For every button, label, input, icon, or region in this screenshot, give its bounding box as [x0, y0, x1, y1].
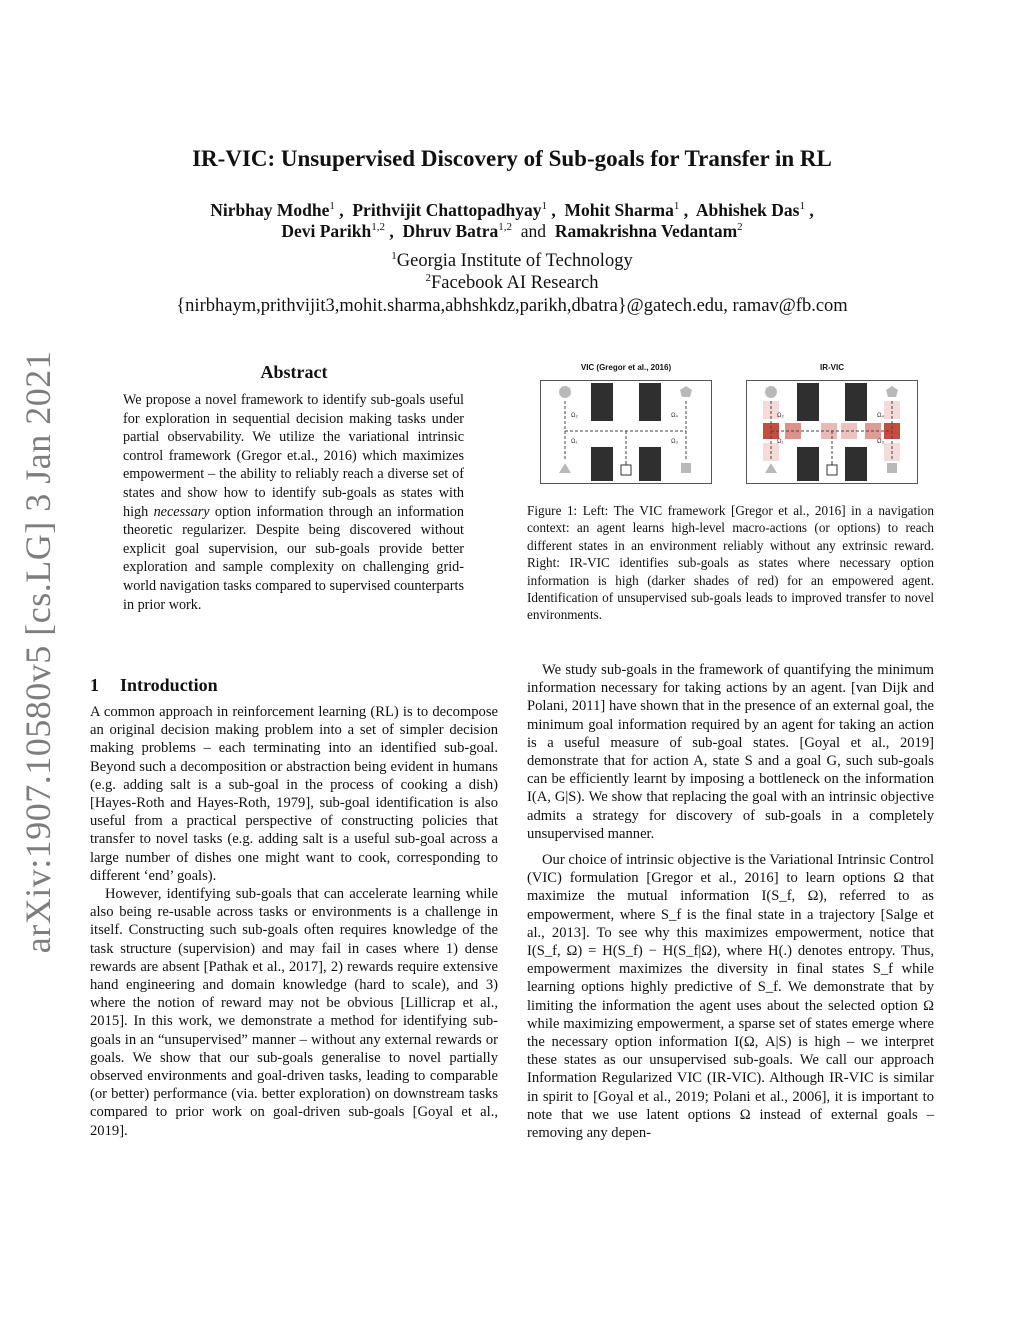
figure-1-caption: Figure 1: Left: The VIC framework [Gregor et al., 2016] in a navigation context: an agent learns high-level macro-actions (or options) to reach different states in an environment reliably without any extrinsic reward. Right: IR-VIC identifies sub-goals as states where necessary option information is high (darker shades of red) for an empowered agent. Identification of unsupervised sub-goals leads to improved transfer to novel environments. [527, 503, 934, 623]
gridworld-vic [540, 380, 712, 484]
author: Ramakrishna Vedantam$^2$ [554, 221, 743, 241]
gridworld-vic-drawing [541, 381, 710, 482]
figure-panel-vic [536, 362, 716, 490]
circle-goal-icon [559, 386, 571, 398]
wall-block [639, 447, 661, 481]
intro-paragraph-2: However, identifying sub-goals that can accelerate learning while also being re-usable across tasks or environments is a challenge in itself. Constructing such sub-goals often requires knowledge of the task structure (supervision) and may fail in cases where 1) dense rewards are absent [Pathak et al., 2017], 2) rewards require extensive hand engineering and domain knowledge (hard to scale), and 3) where the notion of reward may not be obvious [Lillicrap et al., 2015]. In this work, we demonstrate a method for identifying sub-goals in an “unsupervised” manner – without any external rewards or goals. We show that our sub-goals generalise to novel partially observed environments and goal-driven tasks, leading to comparable (or better) performance (via. better exploration) on downstream tasks compared to prior work on goal-driven sub-goals [Goyal et al., 2019]. [90, 886, 498, 1139]
omega-label: Ω₄ [877, 413, 884, 419]
omega-label: Ω₃ [877, 439, 884, 445]
figure-label-irvic: IR-VIC [820, 363, 844, 372]
figure-panel-irvic [742, 362, 922, 490]
section-heading-introduction: 1 Introduction [90, 675, 218, 695]
omega-label: Ω₂ [777, 413, 784, 419]
abstract-text: We propose a novel framework to identify sub-goals useful for exploration in sequential decision making tasks under partial observability. We utilize the variational intrinsic control framework (Gregor et.al., 2016) which maximizes empowerment – the ability to reliably reach a diverse set of states and show how to identify sub-goals as states with high necessary option information through an information theoretic regularizer. Despite being discovered without explicit goal supervision, our sub-goals provide better exploration and sample complexity on challenging grid-world navigation tasks compared to supervised counterparts in prior work. [123, 392, 464, 613]
intro-paragraph-3: We study sub-goals in the framework of quantifying the minimum information necessary for taking actions by an agent. [van Dijk and Polani, 2011] have shown that in the presence of an external goal, the minimum goal information required by an agent for taking an action is a useful measure of sub-goal states. [Goyal et al., 2019] demonstrate that for action A, state S and a goal G, such sub-goals can be efficiently learnt by imposing a bottleneck on the information I(A, G|S). We show that replacing the goal with an intrinsic objective admits a strategy for discovery of sub-goals in a completely unsupervised manner. [527, 662, 934, 842]
author: Nirbhay Modhe$^1$ [210, 200, 335, 220]
pentagon-goal-icon [886, 386, 898, 397]
author: Prithvijit Chattopadhyay$^1$ [352, 200, 547, 220]
wall-block [591, 447, 613, 481]
intro-paragraph-1: A common approach in reinforcement learning (RL) is to decompose an original decision making problem into a set of simpler decision making problems – each terminating into an identified sub-goal. Beyond such a decomposition or abstraction being evident in humans (e.g. adding salt is a sub-goal in the process of cooking a dish) [Hayes-Roth and Hayes-Roth, 1979], sub-goal identification is also useful from a practical perspective of constructing policies that transfer to novel tasks (e.g. adding salt is a useful sub-goal across a large number of dishes one might want to cook, corresponding to different ‘end’ goals). [90, 704, 498, 884]
author: Devi Parikh$^{1,2}$ [281, 221, 386, 241]
wall-block [845, 383, 867, 421]
right-column-text [527, 661, 934, 1142]
arxiv-side-identifier: arXiv:1907.10580v5 [cs.LG] 3 Jan 2021 [18, 350, 59, 954]
affiliation-1: $^1$Georgia Institute of Technology [391, 250, 633, 272]
author: Abhishek Das$^1$ [695, 200, 805, 220]
intro-paragraph-4: Our choice of intrinsic objective is the Variational Intrinsic Control (VIC) formulation [Gregor et al., 2016] to learn options Ω that maximize the mutual information I(S_f, Ω), referred to as empowerment, where S_f is the final state in a trajectory [Salge et al., 2013]. To see why this maximizes empowerment, notice that I(S_f, Ω) = H(S_f) − H(S_f|Ω), where H(.) denotes entropy. Thus, empowerment maximizes the diversity in final states S_f while learning options highly predictive of S_f. We demonstrate that by limiting the information the agent uses about the selected option Ω while maximizing empowerment, a sparse set of states emerge where the necessary option information I(Ω, A|S) is high – we interpret these states as our unsupervised sub-goals. We call our approach Information Regularized VIC (IR-VIC). Although IR-VIC is similar in spirit to [Goyal et al., 2019; Polani et al., 2006], it is important to note that we use latent options Ω instead of external goals – removing any depen- [527, 852, 934, 1142]
wall-block [639, 383, 661, 421]
figure-1 [536, 362, 926, 490]
author-line-2: Devi Parikh$^{1,2}$ , Dhruv Batra$^{1,2}$ and Ramakrishna Vedantam$^2$ [281, 221, 743, 241]
author: Dhruv Batra$^{1,2}$ [402, 221, 513, 241]
circle-goal-icon [765, 386, 777, 398]
omega-label: Ω₁ [571, 439, 578, 445]
gridworld-irvic [746, 380, 918, 484]
gridworld-irvic-drawing [747, 381, 916, 482]
triangle-goal-icon [559, 463, 571, 473]
triangle-goal-icon [765, 463, 777, 473]
abstract-heading: Abstract [260, 362, 328, 382]
figure-label-vic: VIC (Gregor et al., 2016) [580, 363, 672, 372]
author-emails: {nirbhaym,prithvijit3,mohit.sharma,abhshkdz,parikh,dbatra}@gatech.edu, ramav@fb.com [176, 296, 848, 316]
omega-label: Ω₃ [671, 439, 678, 445]
square-goal-icon [887, 463, 897, 473]
pentagon-goal-icon [680, 386, 692, 397]
author-line-1: Nirbhay Modhe$^1$ , Prithvijit Chattopadhyay$^1$ , Mohit Sharma$^1$ , Abhishek Das$^1$ , [210, 200, 814, 220]
wall-block [591, 383, 613, 421]
and-word: and [520, 221, 547, 241]
agent-robot-icon [621, 465, 631, 475]
wall-block [845, 447, 867, 481]
agent-robot-icon [827, 465, 837, 475]
omega-label: Ω₂ [571, 413, 578, 419]
wall-block [797, 383, 819, 421]
wall-block [797, 447, 819, 481]
left-column-text [90, 703, 498, 1140]
affiliation-2: $^2$Facebook AI Research [425, 272, 599, 294]
omega-label: Ω₄ [671, 413, 678, 419]
paper-title: IR-VIC: Unsupervised Discovery of Sub-goals for Transfer in RL [192, 146, 832, 171]
omega-label: Ω₁ [777, 439, 784, 445]
author: Mohit Sharma$^1$ [564, 200, 680, 220]
square-goal-icon [681, 463, 691, 473]
